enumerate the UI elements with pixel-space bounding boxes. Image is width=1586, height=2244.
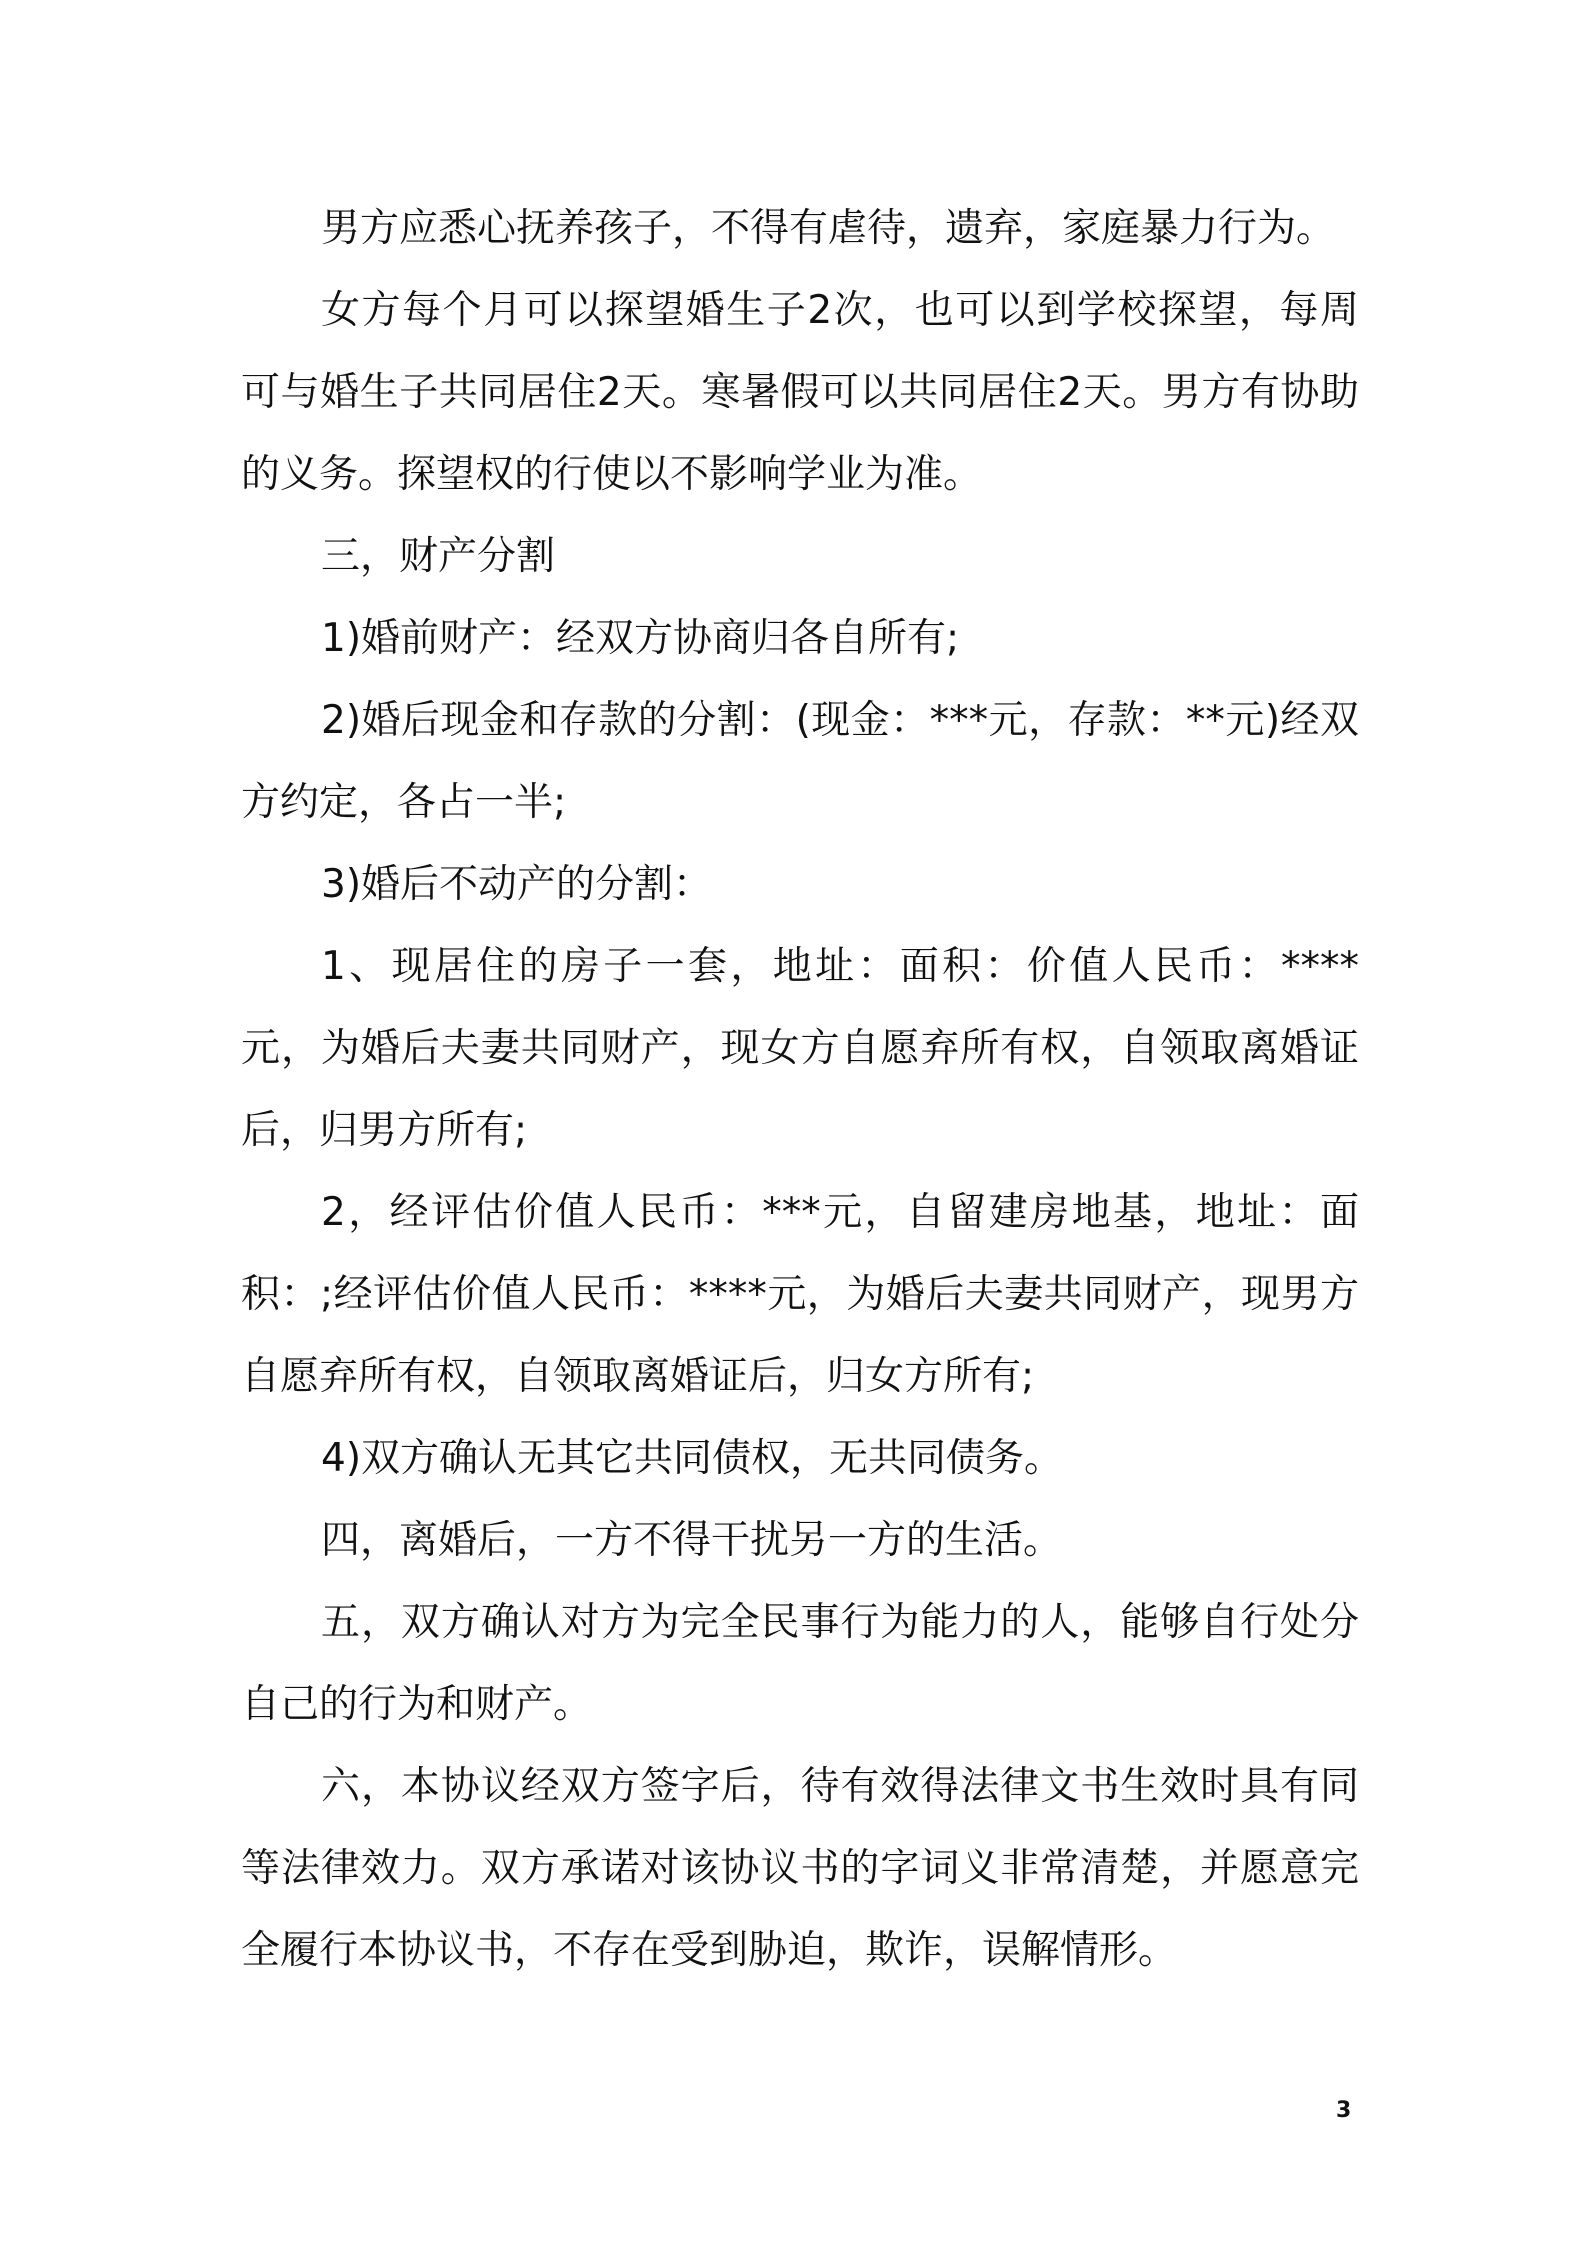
section-effectiveness: 六，本协议经双方签字后，待有效得法律文书生效时具有同等法律效力。双方承诺对该协议书的字词义非常清楚，并愿意完全履行本协议书，不存在受到胁迫，欺诈，误解情形。	[241, 1764, 1359, 1973]
paragraph-cash-deposits: 2)婚后现金和存款的分割：(现金：***元，存款：**元)经双方约定，各占一半;	[241, 698, 1359, 825]
section-heading-property-division: 三，财产分割	[321, 534, 556, 579]
paragraph-visitation: 女方每个月可以探望婚生子2次，也可以到学校探望，每周可与婚生子共同居住2天。寒暑假可以共同居住2天。男方有协助的义务。探望权的行使以不影响学业为准。	[241, 288, 1359, 497]
section-no-interference: 四，离婚后，一方不得干扰另一方的生活。	[321, 1518, 1063, 1563]
paragraph-real-estate-heading: 3)婚后不动产的分割：	[321, 862, 713, 907]
paragraph-debts: 4)双方确认无其它共同债权，无共同债务。	[321, 1436, 1064, 1481]
paragraph-land: 2，经评估价值人民币：***元，自留建房地基，地址：面积：;经评估价值人民币：****元，为婚后夫妻共同财产，现男方自愿弃所有权，自领取离婚证后，归女方所有;	[241, 1190, 1359, 1399]
page-number: 3	[1336, 2098, 1352, 2123]
paragraph-custody-duty: 男方应悉心抚养孩子，不得有虐待，遗弃，家庭暴力行为。	[321, 206, 1336, 251]
paragraph-house: 1、现居住的房子一套，地址：面积：价值人民币：****元，为婚后夫妻共同财产，现女方自愿弃所有权，自领取离婚证后，归男方所有;	[241, 944, 1359, 1153]
document-body	[241, 188, 1359, 1992]
section-capacity: 五，双方确认对方为完全民事行为能力的人，能够自行处分自己的行为和财产。	[241, 1600, 1359, 1727]
paragraph-premarital-property: 1)婚前财产：经双方协商归各自所有;	[321, 616, 960, 661]
